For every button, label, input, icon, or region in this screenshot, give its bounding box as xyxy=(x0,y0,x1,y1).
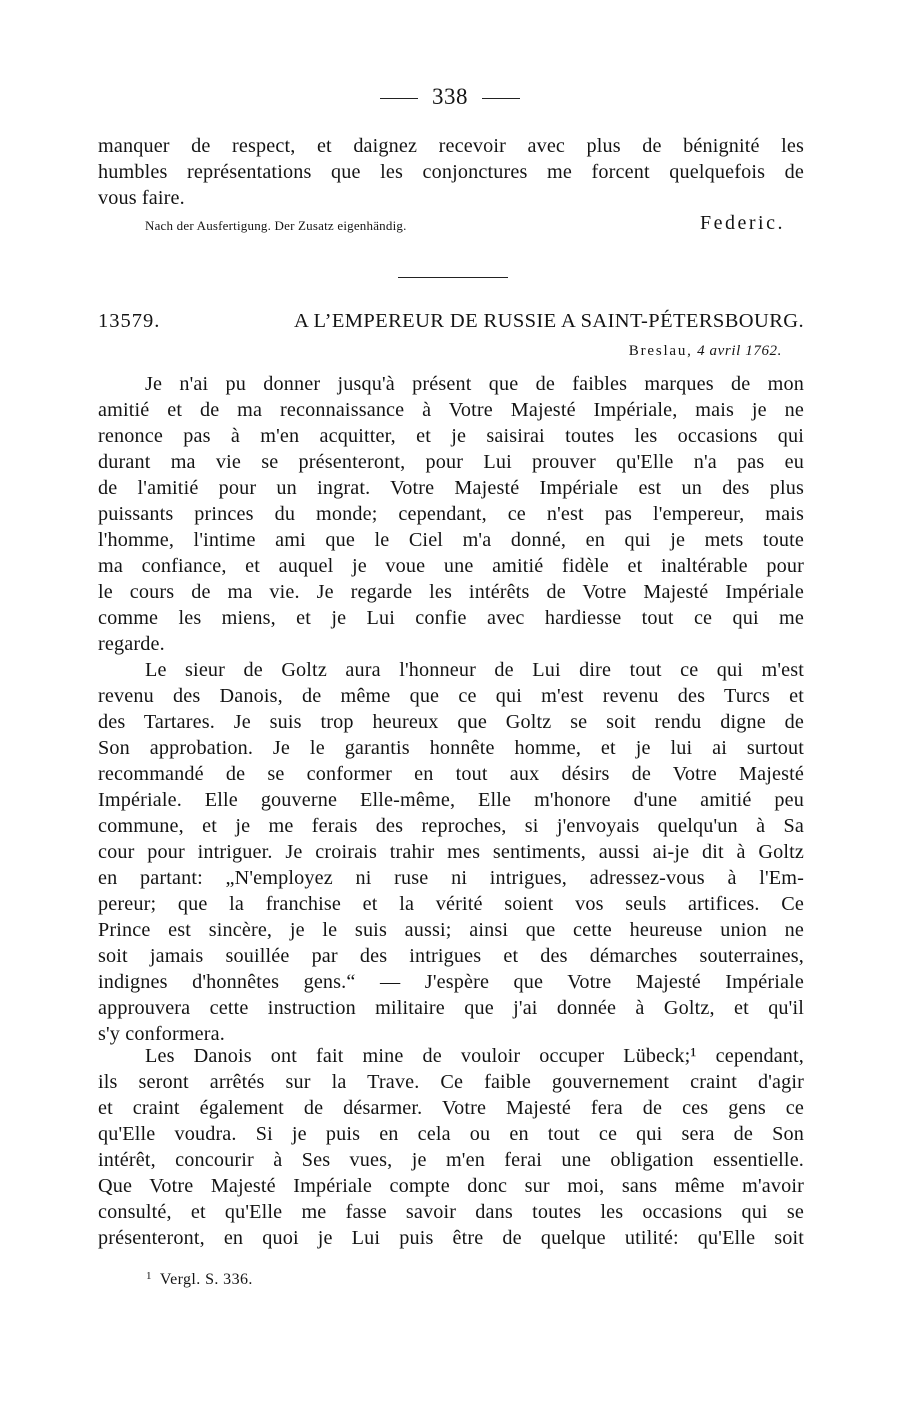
text-line: de l'amitié pour un ingrat. Votre Majesté Impériale est un des plus xyxy=(98,477,804,499)
letter-date: 4 avril 1762. xyxy=(697,343,782,359)
text-line: présenteront, en quoi je Lui puis être de quelque utilité: qu'Elle soit xyxy=(98,1227,804,1249)
text-line: cour pour intriguer. Je croirais trahir mes sentiments, aussi ai-je dit à Goltz xyxy=(98,841,804,863)
text-line: le cours de ma vie. Je regarde les intérêts de Votre Majesté Impériale xyxy=(98,581,804,603)
text-line: Prince est sincère, je le suis aussi; ainsi que cette heureuse union ne xyxy=(98,919,804,941)
text-line: recommandé de se conformer en tout aux désirs de Votre Majesté xyxy=(98,763,804,785)
text-line: renonce pas à m'en acquitter, et je saisirai toutes les occasions qui xyxy=(98,425,804,447)
continuation-text xyxy=(98,133,804,211)
place-date xyxy=(629,343,782,360)
page-header xyxy=(0,84,900,110)
text-line: et craint également de désarmer. Votre Majesté fera de ces gens ce xyxy=(98,1097,804,1119)
text-line: en partant: „N'employez ni ruse ni intrigues, adressez-vous à l'Em- xyxy=(98,867,804,889)
text-line: indignes d'honnêtes gens.“ — J'espère que Votre Majesté Impériale xyxy=(98,971,804,993)
text-line: des Tartares. Je suis trop heureux que Goltz se soit rendu digne de xyxy=(98,711,804,733)
text-line: ma confiance, et auquel je voue une amitié fidèle et inaltérable pour xyxy=(98,555,804,577)
text-line: qu'Elle voudra. Si je puis en cela ou en tout ce qui sera de Son xyxy=(98,1123,804,1145)
text-line: manquer de respect, et daignez recevoir avec plus de bénignité les xyxy=(98,135,804,157)
letter-heading xyxy=(98,310,804,333)
text-line: ils seront arrêtés sur la Trave. Ce faible gouvernement craint d'agir xyxy=(98,1071,804,1093)
signature: Federic. xyxy=(700,212,785,234)
footnote-mark: 1 xyxy=(146,1270,152,1282)
paragraph-1 xyxy=(98,371,804,657)
text-line: puissants princes du monde; cependant, ce n'est pas l'empereur, mais xyxy=(98,503,804,525)
text-line: Son approbation. Je le garantis honnête homme, et je lui ai surtout xyxy=(98,737,804,759)
letter-place: Breslau, xyxy=(628,343,693,359)
paragraph-2 xyxy=(98,657,804,1047)
header-dash-right xyxy=(482,98,520,99)
letter-number: 13579. xyxy=(98,310,161,332)
text-line: pereur; que la franchise et la vérité soient vos seuls artifices. Ce xyxy=(98,893,804,915)
letter-title: A L’EMPEREUR DE RUSSIE A SAINT-PÉTERSBOURG. xyxy=(293,310,804,332)
footnote xyxy=(146,1271,253,1289)
text-line: humbles représentations que les conjonctures me forcent quelquefois de xyxy=(98,161,804,183)
section-divider xyxy=(398,277,508,278)
text-line: intérêt, concourir à Ses vues, je m'en ferai une obligation essentielle. xyxy=(98,1149,804,1171)
text-line: soit jamais souillée par des intrigues et des démarches souterraines, xyxy=(98,945,804,967)
text-line: commune, et je me ferais des reproches, si j'envoyais quelqu'un à Sa xyxy=(98,815,804,837)
text-line: Les Danois ont fait mine de vouloir occuper Lübeck;¹ cependant, xyxy=(145,1045,804,1067)
text-line: Je n'ai pu donner jusqu'à présent que de faibles marques de mon xyxy=(145,373,804,395)
text-line: comme les miens, et je Lui confie avec hardiesse tout ce qui me xyxy=(98,607,804,629)
source-note: Nach der Ausfertigung. Der Zusatz eigenhändig. xyxy=(145,218,407,233)
paragraph-3 xyxy=(98,1043,804,1251)
header-dash-left xyxy=(380,98,418,99)
text-line: Le sieur de Goltz aura l'honneur de Lui dire tout ce qui m'est xyxy=(145,659,804,681)
text-line: amitié et de ma reconnaissance à Votre Majesté Impériale, mais je ne xyxy=(98,399,804,421)
footnote-text: Vergl. S. 336. xyxy=(159,1271,253,1288)
closing-block xyxy=(145,212,785,242)
text-line: Que Votre Majesté Impériale compte donc sur moi, sans même m'avoir xyxy=(98,1175,804,1197)
text-line: s'y conformera. xyxy=(98,1023,225,1045)
text-line: approuvera cette instruction militaire que j'ai donnée à Goltz, et qu'il xyxy=(98,997,804,1019)
text-line: consulté, et qu'Elle me fasse savoir dans toutes les occasions qui se xyxy=(98,1201,804,1223)
page-number: 338 xyxy=(432,84,468,109)
text-line: revenu des Danois, de même que ce qui m'est revenu des Turcs et xyxy=(98,685,804,707)
text-line: regarde. xyxy=(98,633,165,655)
text-line: durant ma vie se présenteront, pour Lui prouver qu'Elle n'a pas eu xyxy=(98,451,804,473)
text-line: l'homme, l'intime ami que le Ciel m'a donné, en qui je mets toute xyxy=(98,529,804,551)
text-line: Impériale. Elle gouverne Elle-même, Elle m'honore d'une amitié peu xyxy=(98,789,804,811)
text-line: vous faire. xyxy=(98,187,185,209)
